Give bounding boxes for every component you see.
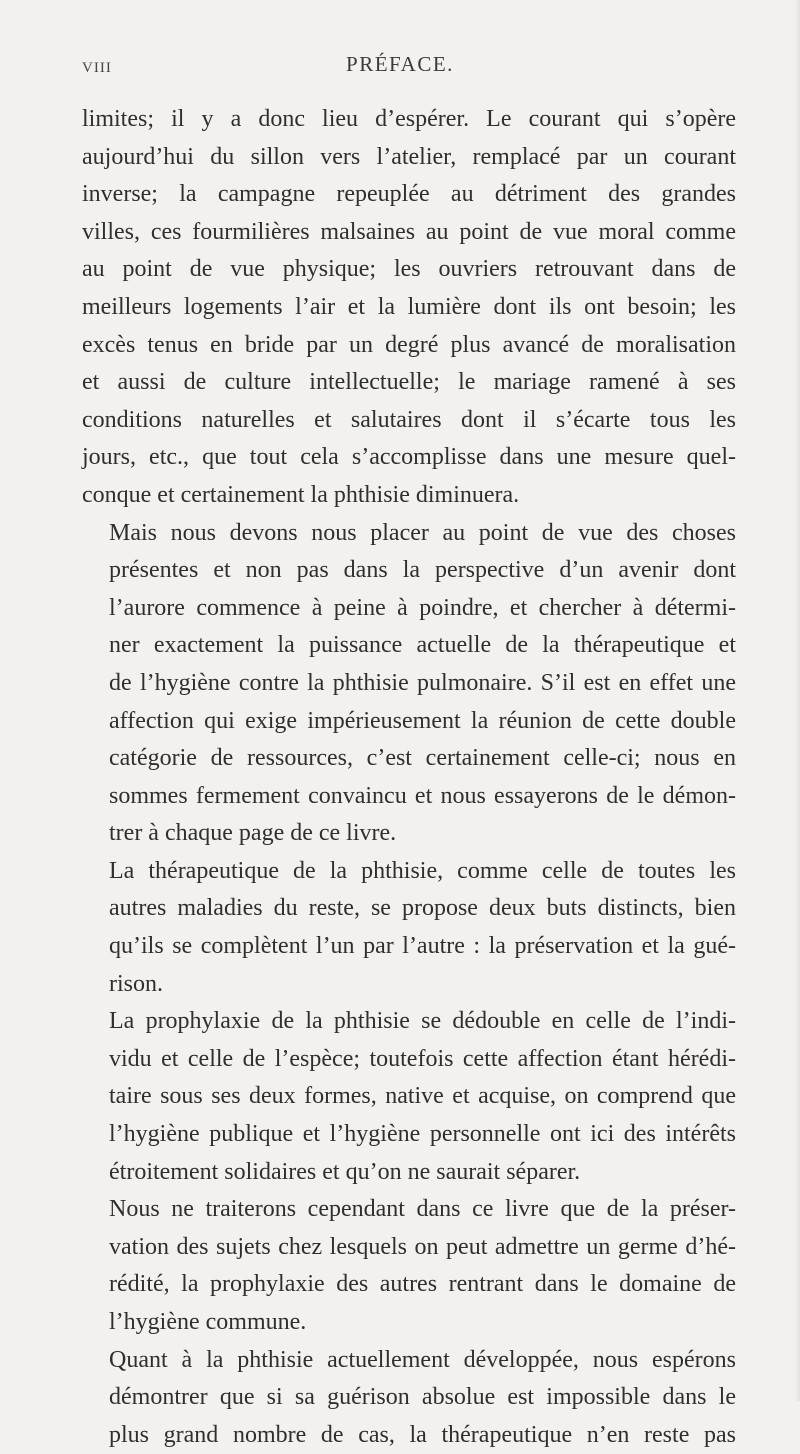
text-line: qu’ils se complètent l’un par l’autre : la préservation et la gué- xyxy=(109,933,736,960)
paragraph xyxy=(82,853,736,1003)
text-line: l’hygiène commune. xyxy=(109,1309,307,1335)
paragraph xyxy=(82,1342,736,1454)
text-line: inverse; la campagne repeuplée au détriment des grandes xyxy=(82,181,736,208)
paragraph xyxy=(82,515,736,853)
text-line: démontrer que si sa guérison absolue est impossible dans le xyxy=(109,1384,736,1411)
paragraph xyxy=(82,1003,736,1191)
text-line: taire sous ses deux formes, native et acquise, on comprend que xyxy=(109,1083,736,1110)
text-line: Mais nous devons nous placer au point de vue des choses xyxy=(109,519,736,546)
text-line: vation des sujets chez lesquels on peut admettre un germe d’hé- xyxy=(109,1233,736,1260)
text-line: et aussi de culture intellectuelle; le mariage ramené à ses xyxy=(82,369,736,396)
text-line: La prophylaxie de la phthisie se dédouble en celle de l’indi- xyxy=(109,1008,736,1035)
text-line: rédité, la prophylaxie des autres rentrant dans le domaine de xyxy=(109,1271,736,1298)
paragraph xyxy=(82,101,736,515)
text-line: rison. xyxy=(109,970,163,997)
page-number: VIII xyxy=(82,60,112,76)
text-line: affection qui exige impérieusement la réunion de cette double xyxy=(109,707,736,734)
text-line: l’hygiène publique et l’hygiène personnelle ont ici des intérêts xyxy=(109,1121,736,1148)
page-edge xyxy=(794,0,800,1401)
text-line: limites; il y a donc lieu d’espérer. Le courant qui s’opère xyxy=(82,106,736,132)
text-line: meilleurs logements l’air et la lumière dont ils ont besoin; les xyxy=(82,293,736,320)
text-line: excès tenus en bride par un degré plus avancé de moralisation xyxy=(82,331,736,358)
text-line: La thérapeutique de la phthisie, comme celle de toutes les xyxy=(109,857,736,884)
text-line: conque et certainement la phthisie diminuera. xyxy=(82,481,520,508)
text-line: jours, etc., que tout cela s’accomplisse dans une mesure quel- xyxy=(82,444,736,471)
page-header xyxy=(0,50,800,80)
text-line: conditions naturelles et salutaires dont il s’écarte tous les xyxy=(82,406,736,433)
text-line: au point de vue physique; les ouvriers retrouvant dans de xyxy=(82,256,736,283)
text-line: aujourd’hui du sillon vers l’atelier, remplacé par un courant xyxy=(82,143,736,170)
text-line: l’aurore commence à peine à poindre, et chercher à détermi- xyxy=(109,594,736,621)
paragraph xyxy=(82,1191,736,1341)
text-line: autres maladies du reste, se propose deux buts distincts, bien xyxy=(109,895,736,922)
text-line: villes, ces fourmilières malsaines au point de vue moral comme xyxy=(82,218,736,245)
text-line: présentes et non pas dans la perspective d’un avenir dont xyxy=(109,557,736,584)
text-line: catégorie de ressources, c’est certainement celle-ci; nous en xyxy=(109,745,736,772)
text-line: Quant à la phthisie actuellement développée, nous espérons xyxy=(109,1346,736,1373)
text-line: de l’hygiène contre la phthisie pulmonaire. S’il est en effet une xyxy=(109,669,736,696)
running-head: PRÉFACE. xyxy=(346,52,454,76)
body-text xyxy=(82,101,736,1454)
text-line: étroitement solidaires et qu’on ne saurait séparer. xyxy=(109,1158,581,1185)
text-line: sommes fermement convaincu et nous essayerons de le démon- xyxy=(109,782,736,809)
text-line: Nous ne traiterons cependant dans ce livre que de la préser- xyxy=(109,1196,736,1223)
text-line: trer à chaque page de ce livre. xyxy=(109,820,397,847)
text-line: ner exactement la puissance actuelle de la thérapeutique et xyxy=(109,632,736,659)
text-line: plus grand nombre de cas, la thérapeutique n’en reste pas xyxy=(109,1421,736,1448)
text-line: vidu et celle de l’espèce; toutefois cette affection étant hérédi- xyxy=(109,1045,736,1072)
